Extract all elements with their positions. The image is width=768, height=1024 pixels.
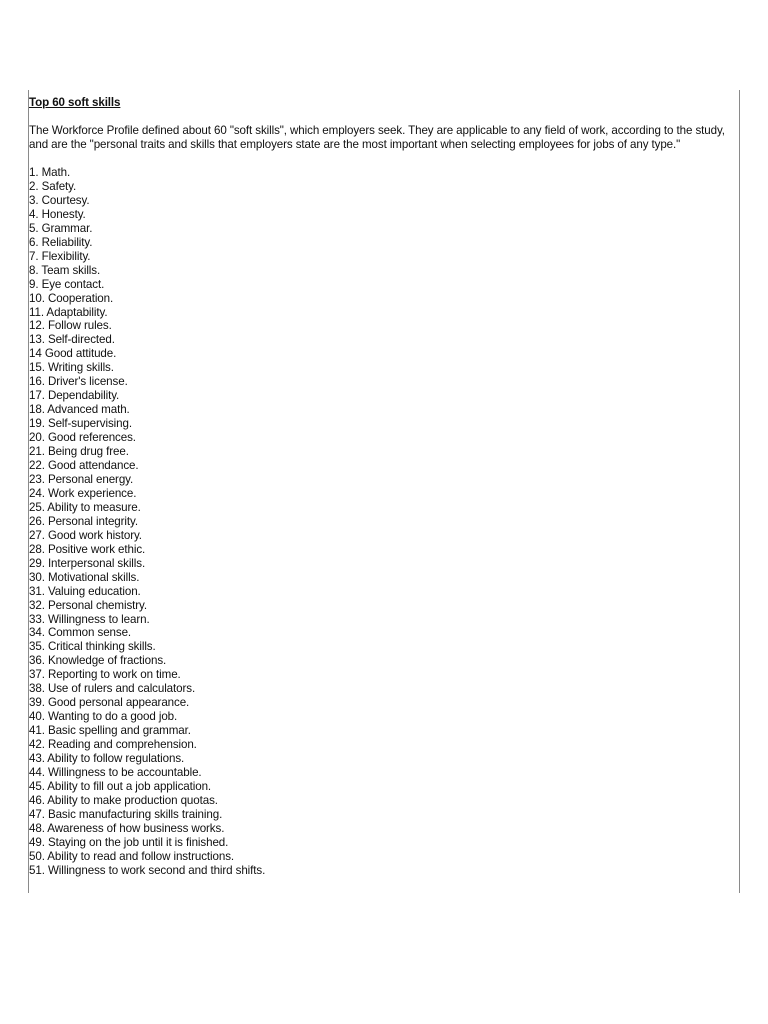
list-item: 1. Math. bbox=[29, 166, 71, 179]
list-item: 35. Critical thinking skills. bbox=[29, 640, 156, 654]
list-item: 44. Willingness to be accountable. bbox=[29, 765, 202, 779]
list-item: 34. Common sense. bbox=[29, 626, 132, 640]
list-item: 32. Personal chemistry. bbox=[29, 598, 147, 612]
list-item: 41. Basic spelling and grammar. bbox=[29, 724, 191, 738]
list-item: 25. Ability to measure. bbox=[29, 500, 141, 514]
list-item: 27. Good work history. bbox=[29, 528, 142, 542]
list-item: 13. Self-directed. bbox=[29, 333, 115, 347]
list-item: 30. Motivational skills. bbox=[29, 570, 140, 584]
document-title: Top 60 soft skills bbox=[29, 96, 121, 109]
list-item: 11. Adaptability. bbox=[29, 305, 108, 319]
list-item: 40. Wanting to do a good job. bbox=[29, 710, 178, 724]
list-item: 28. Positive work ethic. bbox=[29, 542, 146, 556]
list-item: 16. Driver's license. bbox=[29, 375, 128, 389]
list-item: 42. Reading and comprehension. bbox=[29, 738, 197, 752]
list-item: 22. Good attendance. bbox=[29, 459, 139, 473]
list-item: 17. Dependability. bbox=[29, 389, 120, 403]
list-item: 6. Reliability. bbox=[29, 235, 93, 249]
list-item: 7. Flexibility. bbox=[29, 249, 91, 263]
list-item: 49. Staying on the job until it is finished. bbox=[29, 835, 229, 849]
list-item: 9. Eye contact. bbox=[29, 277, 105, 291]
list-item: 29. Interpersonal skills. bbox=[29, 556, 146, 570]
list-item: 47. Basic manufacturing skills training. bbox=[29, 807, 223, 821]
list-item: 12. Follow rules. bbox=[29, 319, 112, 333]
list-item: 38. Use of rulers and calculators. bbox=[29, 682, 196, 696]
list-item: 37. Reporting to work on time. bbox=[29, 668, 181, 682]
list-item: 15. Writing skills. bbox=[29, 361, 114, 375]
list-item: 51. Willingness to work second and third shifts. bbox=[29, 863, 266, 877]
list-item: 33. Willingness to learn. bbox=[29, 612, 150, 626]
list-item: 20. Good references. bbox=[29, 431, 136, 445]
list-item: 4. Honesty. bbox=[29, 207, 86, 221]
list-item: 10. Cooperation. bbox=[29, 291, 114, 305]
document-content bbox=[29, 96, 734, 878]
list-item: 39. Good personal appearance. bbox=[29, 696, 190, 710]
list-item: 46. Ability to make production quotas. bbox=[29, 793, 218, 807]
list-item: 31. Valuing education. bbox=[29, 584, 141, 598]
list-item: 48. Awareness of how business works. bbox=[29, 821, 225, 835]
list-item: 23. Personal energy. bbox=[29, 472, 134, 486]
list-item: 45. Ability to fill out a job application. bbox=[29, 779, 212, 793]
list-item: 8. Team skills. bbox=[29, 263, 101, 277]
intro-paragraph: The Workforce Profile defined about 60 "soft skills", which employers seek. They are applicable to any field of work, according to the study, and are the "personal traits and skills that employers state are the most important when selecting employees for jobs of any type." bbox=[29, 124, 725, 151]
page-border-right bbox=[739, 90, 740, 893]
list-item: 24. Work experience. bbox=[29, 486, 137, 500]
list-item: 19. Self-supervising. bbox=[29, 417, 132, 431]
list-item: 3. Courtesy. bbox=[29, 193, 90, 207]
list-item: 2. Safety. bbox=[29, 179, 77, 193]
list-item: 26. Personal integrity. bbox=[29, 514, 138, 528]
list-item: 5. Grammar. bbox=[29, 221, 93, 235]
skills-list bbox=[29, 166, 734, 878]
list-item: 43. Ability to follow regulations. bbox=[29, 752, 185, 766]
list-item: 36. Knowledge of fractions. bbox=[29, 654, 167, 668]
list-item: 14 Good attitude. bbox=[29, 347, 117, 361]
list-item: 50. Ability to read and follow instructions. bbox=[29, 849, 235, 863]
list-item: 18. Advanced math. bbox=[29, 403, 130, 417]
list-item: 21. Being drug free. bbox=[29, 445, 129, 459]
